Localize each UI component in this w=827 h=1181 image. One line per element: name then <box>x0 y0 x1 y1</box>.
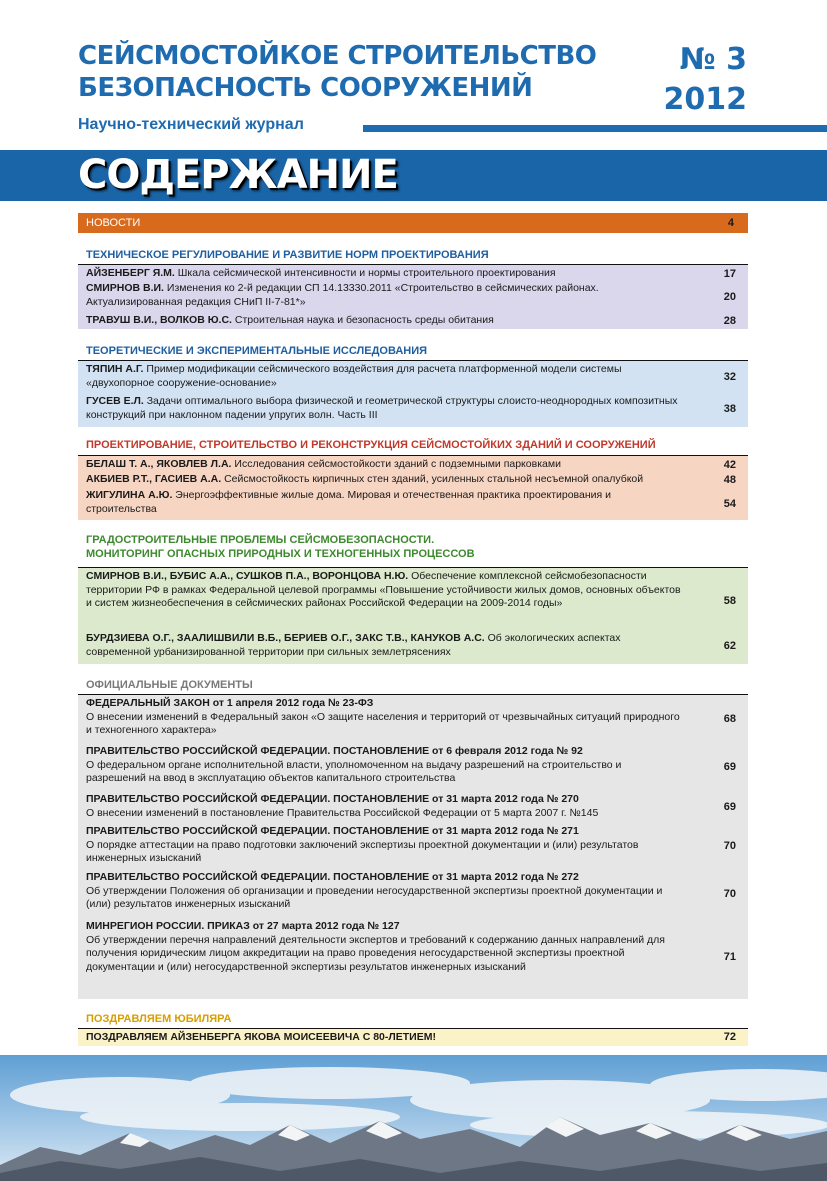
entry-page: 17 <box>723 268 736 280</box>
toc-entry[interactable] <box>86 473 684 487</box>
toc-entry[interactable] <box>86 920 684 974</box>
toc-entry[interactable] <box>86 570 684 611</box>
entry-author: СМИРНОВ В.И., БУБИС А.А., СУШКОВ П.А., ВОРОНЦОВА Н.Ю. <box>86 570 409 582</box>
entry-title: Обеспечение комплексной сейсмобезопасности территории РФ в рамках Федеральной целевой программы «Повышение устойчивости жилых домов, основных объектов и систем жизнеобеспечения в сейсмических районах Российской Федерации на 2009-2014 годы» <box>86 570 681 609</box>
entry-author: ЖИГУЛИНА А.Ю. <box>86 489 173 501</box>
contents-title: СОДЕРЖАНИЕ <box>78 152 398 198</box>
entry-title: Изменения ко 2-й редакции СП 14.13330.2011 «Строительство в сейсмических районах. Актуализированная редакция СНиП II-7-81*» <box>86 282 599 308</box>
journal-title-line2: БЕЗОПАСНОСТЬ СООРУЖЕНИЙ <box>78 73 533 103</box>
toc-entry[interactable] <box>86 363 684 390</box>
section-box <box>78 264 748 329</box>
entry-author: ПОЗДРАВЛЯЕМ АЙЗЕНБЕРГА ЯКОВА МОИСЕЕВИЧА С 80-ЛЕТИЕМ! <box>86 1031 436 1043</box>
toc-entry[interactable] <box>86 793 684 820</box>
entry-author: ПРАВИТЕЛЬСТВО РОССИЙСКОЙ ФЕДЕРАЦИИ. ПОСТАНОВЛЕНИЕ от 31 марта 2012 года № 270 <box>86 793 579 805</box>
section-heading: ОФИЦИАЛЬНЫЕ ДОКУМЕНТЫ <box>86 679 253 691</box>
entry-page: 28 <box>723 315 736 327</box>
news-row[interactable] <box>78 213 748 233</box>
section-box <box>78 567 748 664</box>
entry-page: 72 <box>723 1031 736 1043</box>
section-box <box>78 360 748 427</box>
section-heading <box>86 533 475 561</box>
toc-entry[interactable] <box>86 395 684 422</box>
section-heading: ТЕХНИЧЕСКОЕ РЕГУЛИРОВАНИЕ И РАЗВИТИЕ НОРМ ПРОЕКТИРОВАНИЯ <box>86 249 489 261</box>
entry-title: О порядке аттестации на право подготовки заключений экспертизы проектной документации и (или) результатов инженерных изысканий <box>86 838 639 864</box>
entry-page: 62 <box>723 640 736 652</box>
entry-page: 42 <box>723 459 736 471</box>
entry-title: О внесении изменений в постановление Правительства Российской Федерации от 5 марта 2007 г. №145 <box>86 806 599 819</box>
section-heading: ПОЗДРАВЛЯЕМ ЮБИЛЯРА <box>86 1013 232 1025</box>
toc-entry[interactable] <box>86 697 684 738</box>
section-heading: ПРОЕКТИРОВАНИЕ, СТРОИТЕЛЬСТВО И РЕКОНСТРУКЦИЯ СЕЙСМОСТОЙКИХ ЗДАНИЙ И СООРУЖЕНИЙ <box>86 439 656 451</box>
issue-number <box>664 40 748 120</box>
section-box <box>78 455 748 520</box>
news-label: НОВОСТИ <box>86 217 141 229</box>
toc-entry[interactable] <box>86 1031 684 1045</box>
entry-title: О внесении изменений в Федеральный закон «О защите населения и территорий от чрезвычайных ситуаций природного и техногенного характера» <box>86 710 680 736</box>
section-heading-line1: ГРАДОСТРОИТЕЛЬНЫЕ ПРОБЛЕМЫ СЕЙСМОБЕЗОПАСНОСТИ. <box>86 534 435 546</box>
journal-subtitle: Научно-технический журнал <box>78 116 304 133</box>
entry-author: ПРАВИТЕЛЬСТВО РОССИЙСКОЙ ФЕДЕРАЦИИ. ПОСТАНОВЛЕНИЕ от 6 февраля 2012 года № 92 <box>86 745 583 757</box>
entry-title: Энергоэффективные жилые дома. Мировая и отечественная практика проектирования и строительства <box>86 489 611 515</box>
issue-no: № 3 <box>679 42 747 77</box>
toc-entry[interactable] <box>86 825 684 866</box>
journal-title-line1: СЕЙСМОСТОЙКОЕ СТРОИТЕЛЬСТВО <box>78 41 597 71</box>
entry-title: Шкала сейсмической интенсивности и нормы строительного проектирования <box>177 267 556 279</box>
toc-entry[interactable] <box>86 632 684 659</box>
toc-entry[interactable] <box>86 314 684 328</box>
mountain-landscape-image <box>0 1055 827 1181</box>
section-heading: ТЕОРЕТИЧЕСКИЕ И ЭКСПЕРИМЕНТАЛЬНЫЕ ИССЛЕДОВАНИЯ <box>86 345 428 357</box>
entry-page: 71 <box>723 951 736 963</box>
entry-author: БУРДЗИЕВА О.Г., ЗААЛИШВИЛИ В.Б., БЕРИЕВ О.Г., ЗАКС Т.В., КАНУКОВ А.С. <box>86 632 485 644</box>
subtitle-rule <box>363 125 827 132</box>
section-heading-line2: МОНИТОРИНГ ОПАСНЫХ ПРИРОДНЫХ И ТЕХНОГЕННЫХ ПРОЦЕССОВ <box>86 548 475 560</box>
toc-entry[interactable] <box>86 871 684 912</box>
entry-author: ПРАВИТЕЛЬСТВО РОССИЙСКОЙ ФЕДЕРАЦИИ. ПОСТАНОВЛЕНИЕ от 31 марта 2012 года № 272 <box>86 871 579 883</box>
entry-page: 48 <box>723 474 736 486</box>
entry-author: АЙЗЕНБЕРГ Я.М. <box>86 267 175 279</box>
entry-title: Строительная наука и безопасность среды обитания <box>234 314 494 326</box>
news-page: 4 <box>727 217 734 229</box>
entry-page: 54 <box>723 498 736 510</box>
section-box <box>78 1028 748 1046</box>
issue-year: 2012 <box>663 82 747 117</box>
entry-author: СМИРНОВ В.И. <box>86 282 164 294</box>
entry-author: ТЯПИН А.Г. <box>86 363 144 375</box>
toc-entry[interactable] <box>86 745 684 786</box>
entry-author: ФЕДЕРАЛЬНЫЙ ЗАКОН от 1 апреля 2012 года № 23-ФЗ <box>86 697 374 709</box>
entry-title: Об утверждении перечня направлений деятельности экспертов и требований к содержанию данных направлений для получения юридическим лицом аккредитации на право проведения негосударственной экспертизы проектной документации и (или) негосударственной экспертизы результатов инженерных изысканий <box>86 933 665 973</box>
entry-title: О федеральном органе исполнительной власти, уполномоченном на выдачу разрешений на строительство и разрешений на ввод в эксплуатацию объектов капитального строительства <box>86 758 622 784</box>
entry-page: 32 <box>723 371 736 383</box>
entry-page: 38 <box>723 403 736 415</box>
toc-entry[interactable] <box>86 489 684 516</box>
entry-title: Пример модификации сейсмического воздействия для расчета платформенной модели системы «двухопорное сооружение-основание» <box>86 363 622 389</box>
journal-title <box>78 40 596 104</box>
toc-entry[interactable] <box>86 458 684 472</box>
entry-author: ГУСЕВ Е.Л. <box>86 395 144 407</box>
entry-title: Задачи оптимального выбора физической и геометрической структуры слоисто-неоднородных композитных конструкций при наклонном падении упругих волн. Часть III <box>86 395 678 421</box>
entry-page: 70 <box>723 840 736 852</box>
entry-page: 69 <box>723 761 736 773</box>
entry-author: ПРАВИТЕЛЬСТВО РОССИЙСКОЙ ФЕДЕРАЦИИ. ПОСТАНОВЛЕНИЕ от 31 марта 2012 года № 271 <box>86 825 579 837</box>
entry-page: 70 <box>723 888 736 900</box>
entry-page: 20 <box>723 291 736 303</box>
entry-page: 69 <box>723 801 736 813</box>
entry-page: 58 <box>723 595 736 607</box>
entry-author: БЕЛАШ Т. А., ЯКОВЛЕВ Л.А. <box>86 458 232 470</box>
entry-title: Об утверждении Положения об организации и проведении негосударственной экспертизы проектной документации и (или) результатов инженерных изысканий <box>86 884 663 910</box>
entry-title: Об экологических аспектах современной урбанизированной территории при сильных землетрясениях <box>86 632 621 658</box>
entry-author: ТРАВУШ В.И., ВОЛКОВ Ю.С. <box>86 314 232 326</box>
entry-author: МИНРЕГИОН РОССИИ. ПРИКАЗ от 27 марта 2012 года № 127 <box>86 920 400 932</box>
section-box <box>78 694 748 999</box>
entry-title: Сейсмостойкость кирпичных стен зданий, усиленных стальной несъемной опалубкой <box>224 473 644 485</box>
entry-page: 68 <box>723 713 736 725</box>
entry-author: АКБИЕВ Р.Т., ГАСИЕВ А.А. <box>86 473 222 485</box>
toc-entry[interactable] <box>86 282 684 309</box>
entry-title: Исследования сейсмостойкости зданий с подземными парковками <box>234 458 561 470</box>
toc-entry[interactable] <box>86 267 684 281</box>
